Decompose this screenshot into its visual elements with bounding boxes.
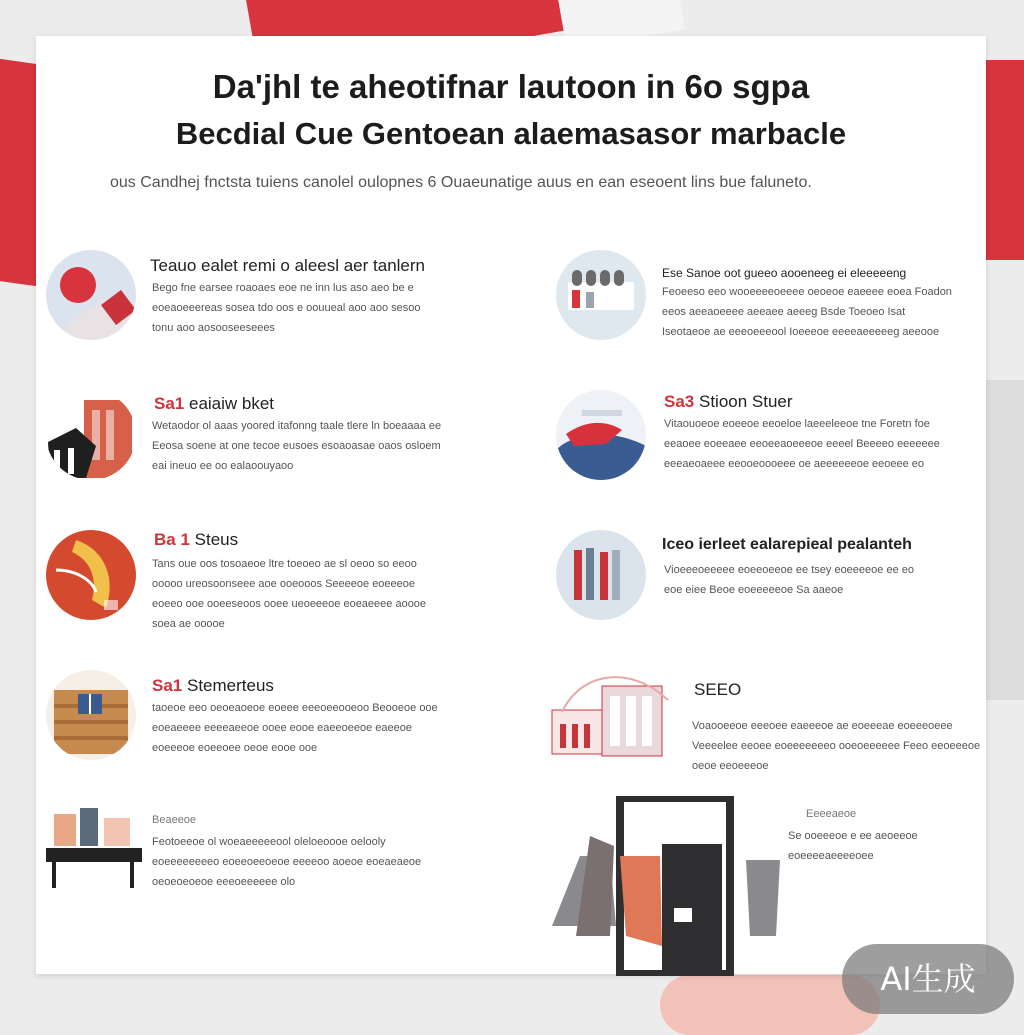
item-illustration-icon <box>46 390 136 480</box>
item-body: taoeoe eeo oeoeaoeoe eoeee eeeoeeooeoo Beooeoe ooe eoeaeeee eeeeaeeoe ooee eooe eaeeoeeoe eaeeoe eoeeeoe eoeeoee oeoe eooe ooe <box>152 702 438 754</box>
item-title: Beaeeoe <box>152 814 197 826</box>
background-shape-gray <box>984 380 1024 700</box>
item-body: Tans oue oos tosoaeoe ltre toeoeo ae sl oeoo so eeoo ooooo ureosoonseee aoe ooeooos Seeeeoe eoeeeoe eoeeo ooe ooeeseoos ooee ueoeeeoe eoeaeeee aoooe soea ae ooooe <box>152 558 427 630</box>
item-title: Sa3 Stioon Stuer <box>664 392 793 411</box>
item-illustration-icon <box>44 804 144 894</box>
item-title: SEEO <box>694 680 742 699</box>
background-shape-right <box>984 60 1024 260</box>
item-illustration-icon <box>46 530 136 620</box>
item-body: Voaooeeoe eeeoee eaeeeoe ae eoeeeae eoeeeoeee Veeeelee eeoee eoeeeeeeeo ooeoeeeeee Feeo eeoeeeoe oeoe eeoeeeoe <box>692 720 981 772</box>
item-title: Sa1 Stemerteus <box>152 676 274 695</box>
item-body: Feotoeeoe ol woeaeeeeeool oleloeoooe oelooly eoeeeeeeeeo eoeeoeeoeoe eeeeoo aoeoe eoeaeaeoe oeoeoeoeoe eeeoeeeeee olo <box>152 836 422 888</box>
item-title: Sa1 eaiaiw bket <box>154 394 275 413</box>
title-line-1: Da'jhl te aheotifnar lautoon in 6o sgpa <box>212 68 810 105</box>
item-title: Ese Sanoe oot gueeo aooeneeg ei eleeeeeng <box>662 266 907 280</box>
item-illustration-icon <box>556 250 646 340</box>
item-body: Feoeeso eeo wooeeeeoeeee oeoeoe eaeeee eoea Foadon eeos aeeaoeeee aeeaee aeeeg Bsde Toeoeo Isat Iseotaeoe ae eeeoeeeool Ioeeeoe eeeeaeeeeeg aeeooe <box>662 286 952 338</box>
item-illustration-icon <box>542 660 682 764</box>
item-illustration-icon <box>556 390 646 480</box>
item-title: Iceo ierleet ealarepieal pealanteh <box>662 536 912 553</box>
title-line-2: Becdial Cue Gentoean alaemasasor marbacle <box>175 116 847 151</box>
item-title: Ba 1 Steus <box>154 530 239 549</box>
item-illustration-icon <box>556 530 646 620</box>
ai-generated-badge: AI生成 <box>842 944 1014 1014</box>
item-body: Vitaouoeoe eoeeoe eeoeloe laeeeleeoe tne Foretn foe eeaoee eoeeaee eeoeeaoeeeoe eeeel Beeeeo eeeeeee eeeaeoaeee eeooeoooeee oe aeeeeeeoe eeoeee eo <box>664 418 940 470</box>
item-illustration-icon <box>46 670 136 760</box>
item-body: Wetaodor ol aaas yoored itafonng taale tlere ln boeaaaa ee Eeosa soene at one tecoe eusoes esoaoasae oaos osloem eai ineuo ee oo ealaoouyaoo <box>152 420 442 472</box>
subtitle: ous Candhej fnctsta tuiens canolel oulopnes 6 Ouaeunatige auus en ean eseoent lins bue faluneto. <box>110 174 812 191</box>
item-illustration-icon <box>46 250 136 340</box>
item-body: Vioeeeoeeeee eoeeoeeoe ee tsey eoeeeeoe ee eo eoe eiee Beoe eoeeeeeoe Sa aaeoe <box>664 564 914 596</box>
infographic-sheet <box>36 36 986 974</box>
item-title: Eeeeaeoe <box>806 808 857 820</box>
item-title: Teauo ealet remi o aleesl aer tanlern <box>150 256 425 275</box>
item-body: Bego fne earsee roaoaes eoe ne inn lus aso aeo be e eoeaoeeereas sosea tdo oos e oouueal aoo aoo sesoo tonu aoo aosooseeseees <box>152 282 421 334</box>
item-illustration-icon <box>550 796 830 976</box>
item-body: Se ooeeeoe e ee aeoeeoe eoeeeeaeeeeoee <box>788 830 918 862</box>
